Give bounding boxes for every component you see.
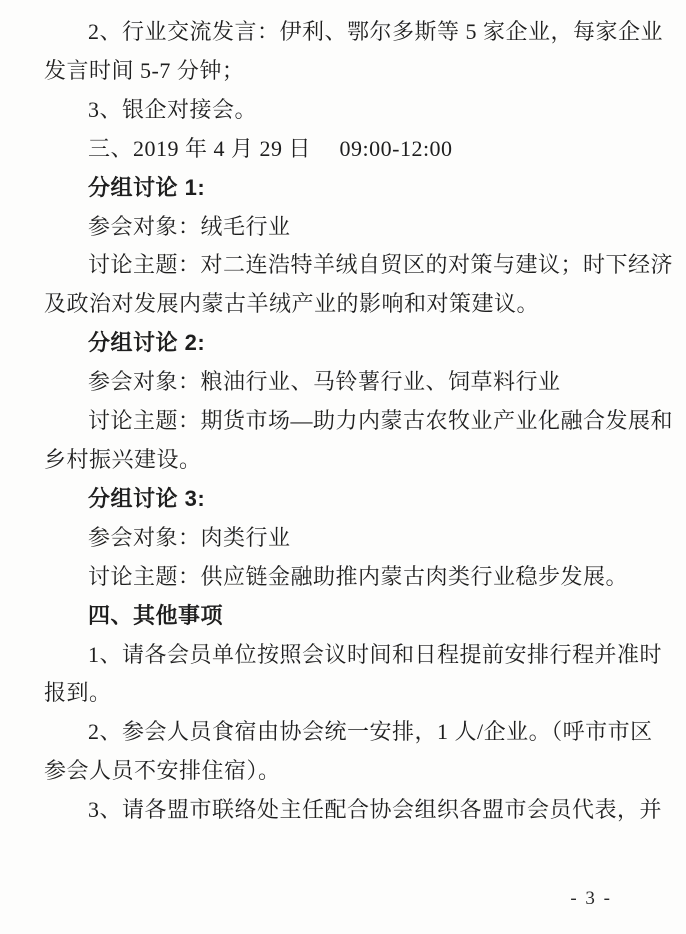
- group-3-topic: 讨论主题：供应链金融助推内蒙古肉类行业稳步发展。: [88, 563, 629, 589]
- group-discussion-2-heading: 分组讨论 2:: [88, 330, 206, 356]
- group-2-topic-continued: 乡村振兴建设。: [44, 446, 202, 472]
- group-1-topic: 讨论主题：对二连浩特羊绒自贸区的对策与建议；时下经济: [88, 252, 674, 278]
- group-2-participants: 参会对象：粮油行业、马铃薯行业、饲草料行业: [88, 369, 561, 395]
- agenda-item-3: 3、银企对接会。: [88, 96, 258, 122]
- group-1-participants: 参会对象：绒毛行业: [88, 213, 291, 239]
- page-number: - 3 -: [570, 888, 612, 909]
- group-discussion-1-heading: 分组讨论 1:: [88, 174, 206, 200]
- group-3-participants: 参会对象：肉类行业: [88, 524, 291, 550]
- session-3-date-heading: 三、2019 年 4 月 29 日 09:00-12:00: [88, 135, 453, 161]
- note-2-continued: 参会人员不安排住宿）。: [44, 758, 281, 784]
- note-2: 2、参会人员食宿由协会统一安排，1 人/企业。（呼市市区: [88, 719, 653, 745]
- note-3: 3、请各盟市联络处主任配合协会组织各盟市会员代表，并: [88, 797, 663, 823]
- agenda-item-2: 2、行业交流发言：伊利、鄂尔多斯等 5 家企业，每家企业: [88, 19, 664, 44]
- note-1-continued: 报到。: [44, 680, 112, 706]
- section-4-heading: 四、其他事项: [88, 602, 224, 628]
- group-discussion-3-heading: 分组讨论 3:: [88, 485, 206, 511]
- note-1: 1、请各会员单位按照会议时间和日程提前安排行程并准时: [88, 641, 663, 667]
- agenda-item-2-continued: 发言时间 5-7 分钟；: [44, 57, 245, 83]
- group-2-topic: 讨论主题：期货市场—助力内蒙古农牧业产业化融合发展和: [88, 408, 674, 434]
- group-1-topic-continued: 及政治对发展内蒙古羊绒产业的影响和对策建议。: [44, 291, 540, 317]
